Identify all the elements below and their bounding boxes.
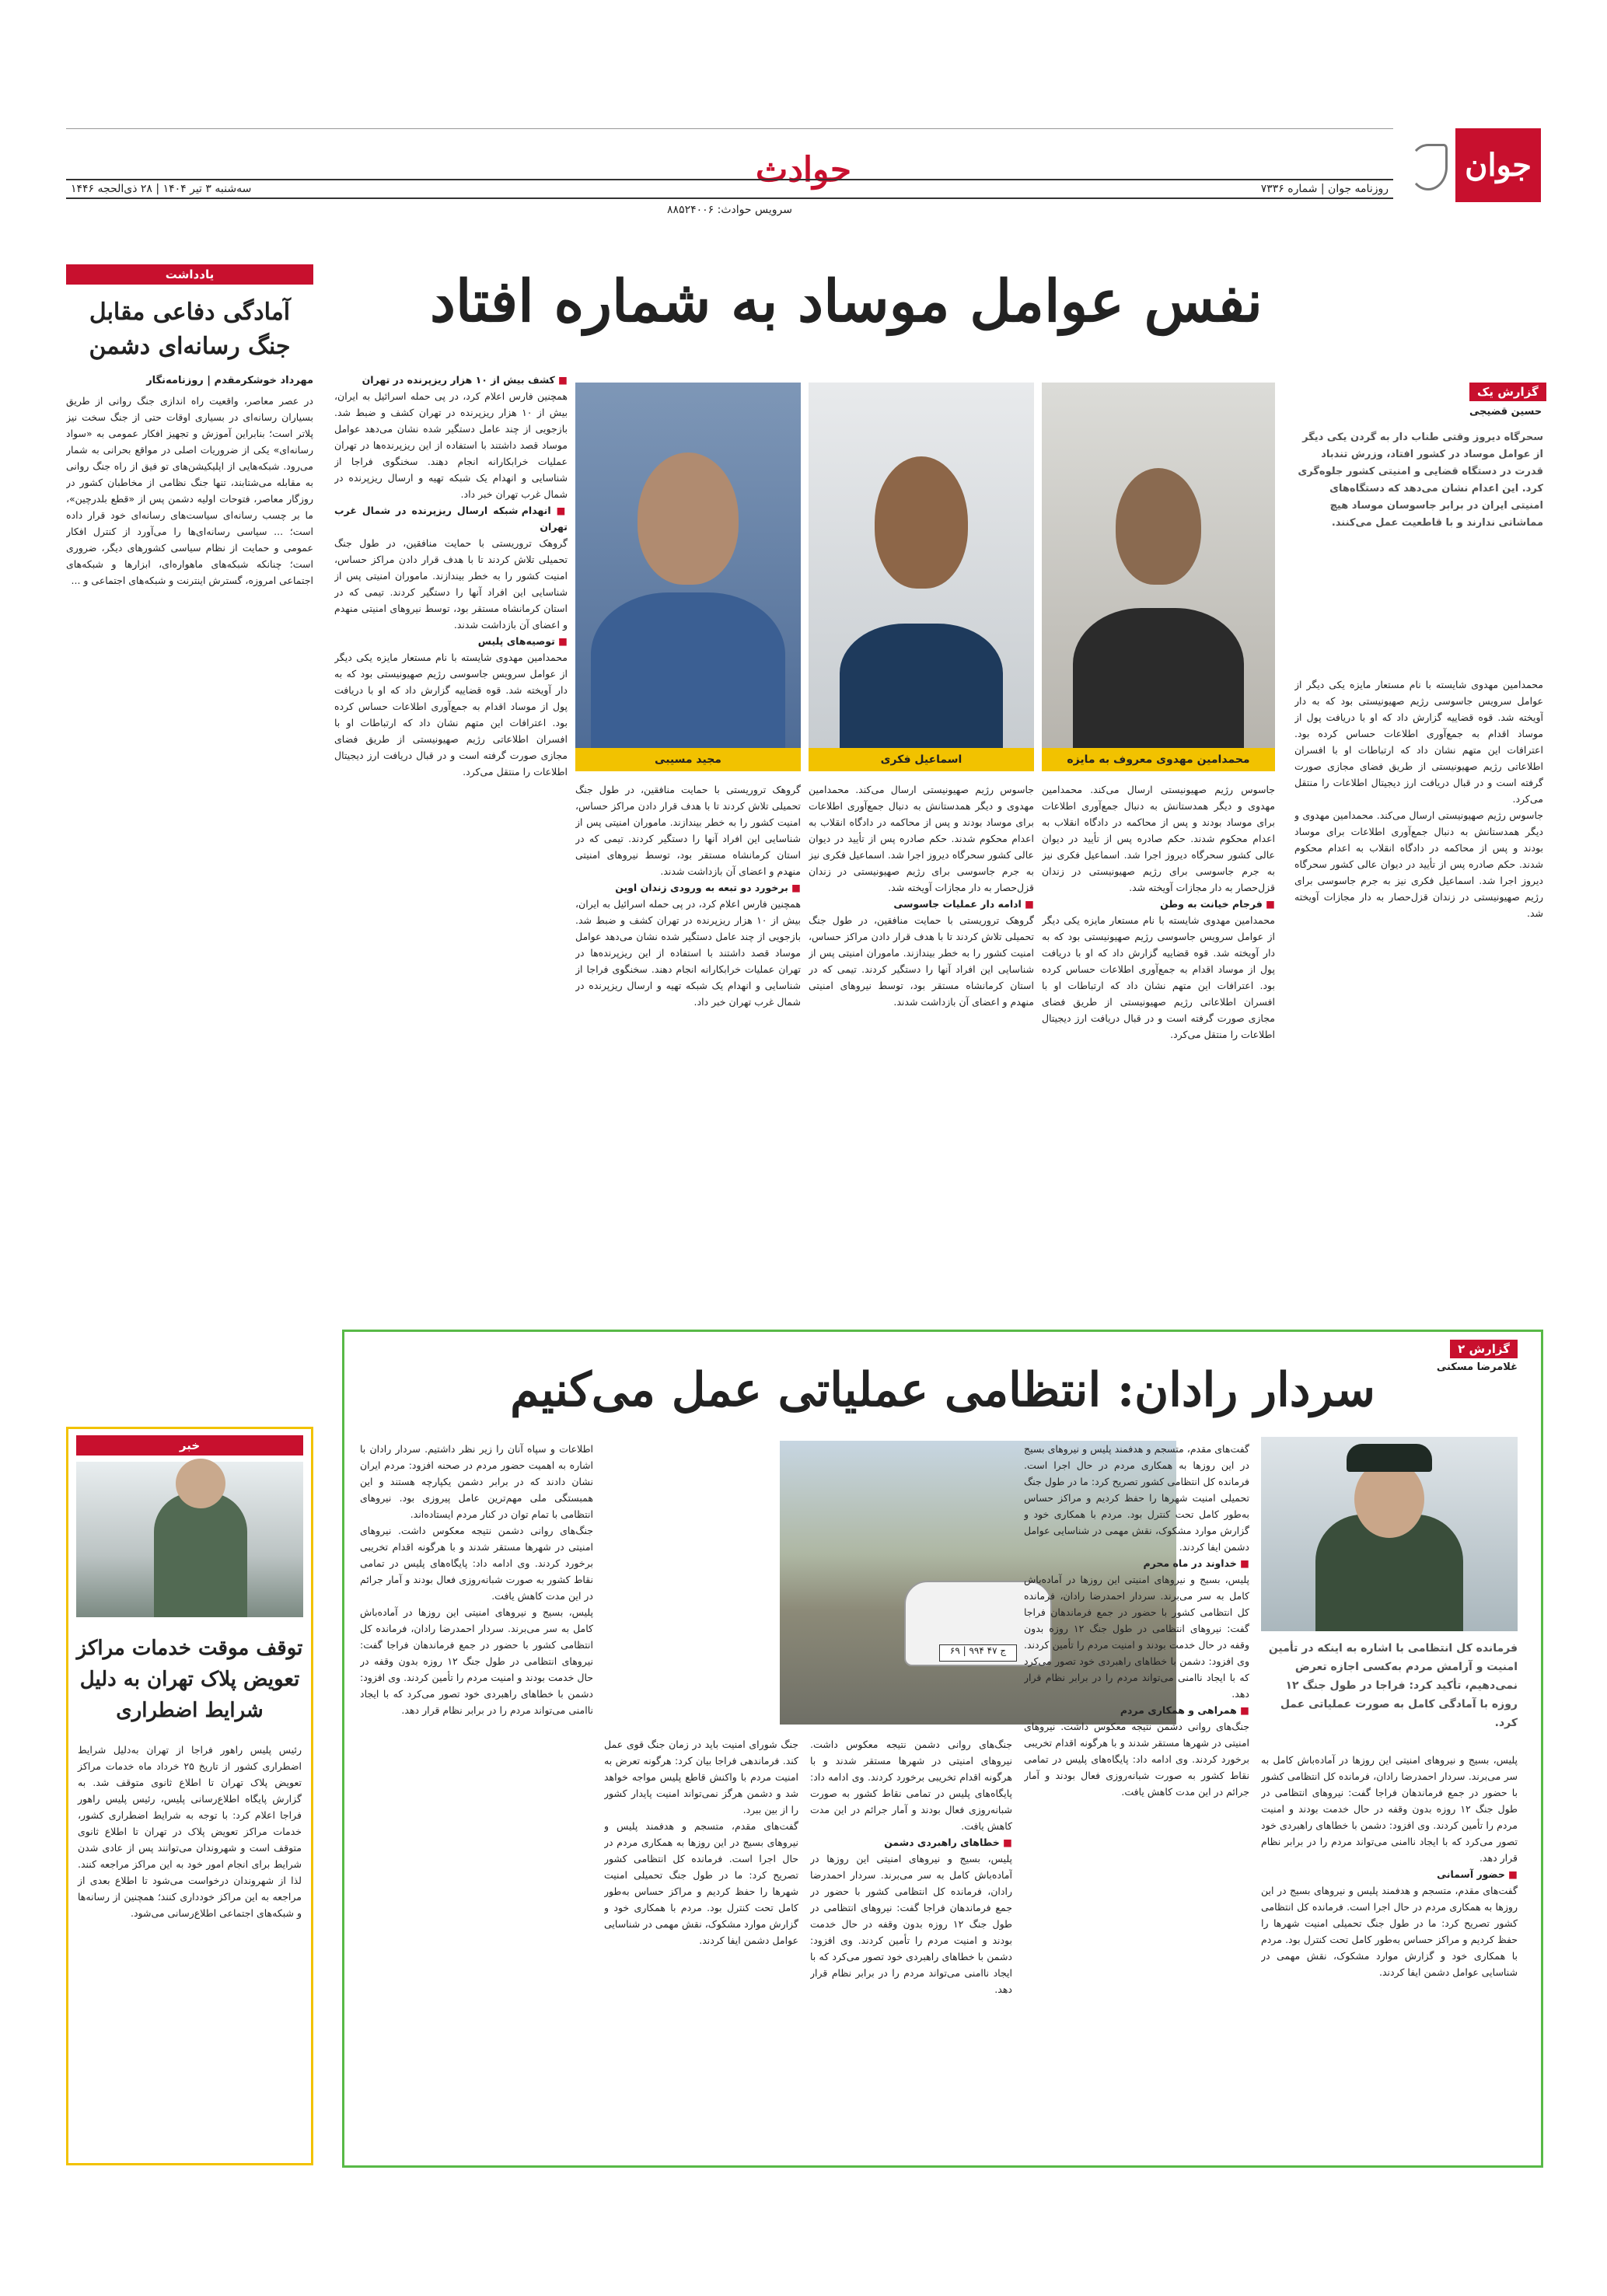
story2-sub-4: ■ خطاهای راهبردی دشمن [810,1834,1012,1850]
license-plate: ۶۹ | ۹۹۴ ج ۴۷ [939,1644,1017,1662]
story1-col-5 [1294,676,1543,1301]
story2-col-2-text: گفت‌های مقدم، متسجم و هدفمند پلیس و نیروهای بسیج در این روزها به همکاری مردم در حال اجرا است. فرمانده کل انتظامی کشور تصریح کرد: ما در طول جنگ تحمیلی امنیت شهرها را حفظ کردیم و مراکز حساس به‌طور کامل تحت کنترل بود. مردم با همکاری خود و گزارش موارد مشکوک، نقش مهمی در شناسایی عوامل دشمن ایفا کردند. [1024,1443,1249,1553]
caption-fekri: اسماعیل فکری [809,748,1034,771]
top-rule [66,128,1393,129]
opinion-byline: مهرداد خوشکرمقدم | روزنامه‌نگار [146,375,313,386]
opinion-title: آمادگی دفاعی مقابل جنگ رسانه‌ای دشمن [89,299,291,360]
story2-col-3 [810,1736,1012,2152]
photo-fekri [809,383,1034,748]
story1-col-2-text-b: همچنین فارس اعلام کرد، در پی حمله اسرائیل به ایران، بیش از ۱۰ هزار ریزپرنده در تهران کشف و ضبط شد. بازجویی از چند عامل دستگیر شده نشان می‌دهد عوامل موساد قصد داشتند با استفاده از این ریزپرنده‌ها در تهران عملیات خرابکارانه انجام دهند. سخنگوی فراجا از شناسایی و انهدام یک شبکه تهیه و ارسال ریزپرنده در شمال غرب تهران خبر داد. [575,898,801,1008]
service-line: سرویس حوادث: ۸۸۵۲۴۰۰۶ [667,204,792,216]
caption-mahdavi: محمدامین مهدوی معروف به مایزه [1042,748,1275,771]
news-body: رئیس پلیس راهور فراجا از تهران به‌دلیل شرایط اضطراری کشور از تاریخ ۲۵ خرداد ماه خدمات مراکز تعویض پلاک تهران تا اطلاع ثانوی متوقف شد. به گزارش پایگاه اطلاع‌رسانی پلیس، رئیس پلیس راهور فراجا اعلام کرد: با توجه به شرایط اضطراری کشور، خدمات مراکز تعویض پلاک در تهران تا اطلاع ثانوی متوقف است و شهروندان می‌توانند پس از عادی شدن شرایط برای انجام امور خود به این مراکز مراجعه کنند. لذا از شهروندان درخواست می‌شود تا اطلاع بعدی از مراجعه به این مراکز خودداری کنند؛ همچنین از رسانه‌ها و شبکه‌های اجتماعی اطلاع‌رسانی می‌شود. [78,1744,302,1919]
opinion-column [66,264,313,1466]
story2-col-5-text-b: جنگ‌های روانی دشمن نتیجه معکوس داشت. نیروهای امنیتی در شهرها مستقر شدند و با هرگونه اقدام تخریبی برخورد کردند. وی ادامه داد: پایگاه‌های پلیس در تمامی نقاط کشور به صورت شبانه‌روزی فعال بودند و آمار جرائم در این مدت کاهش یافت. [360,1525,593,1602]
caption-mosayebi: مجید مسیبی [575,748,801,771]
story1-sub-5: ■ برخورد دو تبعه به ورودی زندان اوین [575,879,801,896]
story1-col-1 [334,372,568,1301]
story2-col-2 [1024,1441,1249,2152]
story1-col-5-text: محمدامین مهدوی شایسته با نام مستعار مایزه یکی دیگر از عوامل سرویس جاسوسی رژیم صهیونیستی بود که به دار آویخته شد. قوه قضاییه گزارش داد که او با دریافت پول از موساد اقدام به جمع‌آوری اطلاعات حساس کرده بود. اعترافات این متهم نشان داد که ارتباطات او با افسران اطلاعاتی رژیم صهیونیستی از طریق فضای مجازی صورت گرفته است و در قبال دریافت ارز دیجیتال اطلاعات را منتقل می‌کرد. [1294,679,1543,805]
issue-info: روزنامه جوان | شماره ۷۳۳۶ [1260,183,1389,195]
story1-col-2-text: گروهک تروریستی با حمایت منافقین، در طول جنگ تحمیلی تلاش کردند تا با هدف قرار دادن مراکز حساس، امنیت کشور را به خطر بیندازند. ماموران امنیتی پس از شناسایی این افراد آنها را دستگیر کردند. تیمی که در استان کرمانشاه مستقر بود، توسط نیروهای امنیتی منهدم و اعضای آن بازداشت شدند. [575,784,801,877]
masthead [66,128,1541,216]
main-headline: نفس عوامل موساد به شماره افتاد [429,268,1263,335]
radan-cap [1347,1444,1432,1472]
story2-col-1-text-b: گفت‌های مقدم، متسجم و هدفمند پلیس و نیروهای بسیج در این روزها به همکاری مردم در حال اجرا است. فرمانده کل انتظامی کشور تصریح کرد: ما در طول جنگ تحمیلی امنیت شهرها را حفظ کردیم و مراکز حساس به‌طور کامل تحت کنترل بود. مردم با همکاری خود و گزارش موارد مشکوک، نقش مهمی در شناسایی عوامل دشمن ایفا کردند. [1261,1885,1518,1978]
story1-col-4-text-b: محمدامین مهدوی شایسته با نام مستعار مایزه یکی دیگر از عوامل سرویس جاسوسی رژیم صهیونیستی بود که به دار آویخته شد. قوه قضاییه گزارش داد که او با دریافت پول از موساد اقدام به جمع‌آوری اطلاعات حساس کرده بود. اعترافات این متهم نشان داد که ارتباطات او با افسران اطلاعاتی رژیم صهیونیستی از طریق فضای مجازی صورت گرفته است و در قبال دریافت ارز دیجیتال اطلاعات را منتقل می‌کرد. [1042,914,1275,1040]
news-photo-figure [154,1493,247,1617]
story2-col-4 [604,1736,798,2152]
story2-quote: فرمانده کل انتظامی با اشاره به اینکه در تأمین امنیت و آرامش مردم به‌کسی اجازه تعرض نمی‌دهیم، تأکید کرد: فراجا در طول جنگ ۱۲ روزه با آمادگی کامل به صورت عملیاتی عمل کرد. [1268,1642,1518,1729]
story2-col-1 [1261,1752,1518,2152]
photo-mosayebi [575,383,801,748]
news-title: توقف موقت خدمات مراکز تعویض پلاک تهران به دلیل شرایط اضطراری [76,1637,303,1722]
story2-col-5-text-c: پلیس، بسیج و نیروهای امنیتی این روزها در آماده‌باش کامل به سر می‌برند. سردار احمدرضا رادان، فرمانده کل انتظامی کشور با حضور در جمع فرماندهان فراجا گفت: نیروهای انتظامی در طول جنگ ۱۲ روزه بدون وقفه در حال خدمت بودند و امنیت مردم را تأمین کردند. وی افزود: دشمن با خطاهای راهبردی خود تصور می‌کرد که با ایجاد ناامنی می‌تواند مردم را در برابر نظام قرار دهد. [360,1606,593,1716]
story2-col-5 [360,1441,593,2152]
news-photo-face [176,1459,225,1508]
story2-author: غلامرضا مسکنی [1436,1361,1518,1373]
story1-col-3-text-b: گروهک تروریستی با حمایت منافقین، در طول جنگ تحمیلی تلاش کردند تا با هدف قرار دادن مراکز حساس، امنیت کشور را به خطر بیندازند. ماموران امنیتی پس از شناسایی این افراد آنها را دستگیر کردند. تیمی که در استان کرمانشاه مستقر بود، توسط نیروهای امنیتی منهدم و اعضای آن بازداشت شدند. [809,914,1034,1008]
story2-frame [342,1330,1543,2168]
story1-col-3 [809,781,1034,1301]
issue-date: سه‌شنبه ۳ تیر ۱۴۰۴ | ۲۸ ذی‌الحجه ۱۴۴۶ [71,183,252,195]
story1-report-tag: گزارش یک [1469,383,1546,401]
story2-col-4-text-b: گفت‌های مقدم، متسجم و هدفمند پلیس و نیروهای بسیج در این روزها به همکاری مردم در حال اجرا است. فرمانده کل انتظامی کشور تصریح کرد: ما در طول جنگ تحمیلی امنیت شهرها را حفظ کردیم و مراکز حساس به‌طور کامل تحت کنترل بود. مردم با همکاری خود و گزارش موارد مشکوک، نقش مهمی در شناسایی عوامل دشمن ایفا کردند. [604,1820,798,1946]
story1-col-2 [575,781,801,1301]
news-box [66,1427,313,2165]
story2-col-3-text-b: پلیس، بسیج و نیروهای امنیتی این روزها در آماده‌باش کامل به سر می‌برند. سردار احمدرضا رادان، فرمانده کل انتظامی کشور با حضور در جمع فرماندهان فراجا گفت: نیروهای انتظامی در طول جنگ ۱۲ روزه بدون وقفه در حال خدمت بودند و امنیت مردم را تأمین کردند. وی افزود: دشمن با خطاهای راهبردی خود تصور می‌کرد که با ایجاد ناامنی می‌تواند مردم را در برابر نظام قرار دهد. [810,1853,1012,1995]
story2-col-3-text: جنگ‌های روانی دشمن نتیجه معکوس داشت. نیروهای امنیتی در شهرها مستقر شدند و با هرگونه اقدام تخریبی برخورد کردند. وی ادامه داد: پایگاه‌های پلیس در تمامی نقاط کشور به صورت شبانه‌روزی فعال بودند و آمار جرائم در این مدت کاهش یافت. [810,1739,1012,1832]
story2-sub-1: ■ حضور آسمانی [1261,1866,1518,1882]
story1-sub-2: ■ انهدام شبکه ارسال ریزپرنده در شمال غرب تهران [334,502,568,535]
jawan-logo: جوان [1455,128,1541,202]
news-photo [76,1462,303,1617]
story2-sub-2: ■ خداوند در ماه محرم [1024,1555,1249,1571]
story1-col-1-text: همچنین فارس اعلام کرد، در پی حمله اسرائیل به ایران، بیش از ۱۰ هزار ریزپرنده در تهران کشف و ضبط شد. بازجویی از چند عامل دستگیر شده نشان می‌دهد عوامل موساد قصد داشتند با استفاده از این ریزپرنده‌ها در تهران عملیات خرابکارانه انجام دهند. سخنگوی فراجا از شناسایی و انهدام یک شبکه تهیه و ارسال ریزپرنده در شمال غرب تهران خبر داد. [334,390,568,500]
story1-author: حسین قضیجی [1469,406,1542,418]
story1-sub-3: ■ توصیه‌های پلیس [334,633,568,649]
story2-col-4-text: جنگ شورای امنیت باید در زمان جنگ قوی عمل کند. فرماندهی فراجا بیان کرد: هرگونه تعرض به امنیت مردم با واکنش قاطع پلیس مواجه خواهد شد و دشمن هرگز نمی‌تواند امنیت پایدار کشور را از بین ببرد. [604,1739,798,1815]
story1-sub-4: ■ فرجام خیانت به وطن [1042,896,1275,912]
story1-col-1-text-c: محمدامین مهدوی شایسته با نام مستعار مایزه یکی دیگر از عوامل سرویس جاسوسی رژیم صهیونیستی بود که به دار آویخته شد. قوه قضاییه گزارش داد که او با دریافت پول از موساد اقدام به جمع‌آوری اطلاعات حساس کرده بود. اعترافات این متهم نشان داد که ارتباطات او با افسران اطلاعاتی رژیم صهیونیستی از طریق فضای مجازی صورت گرفته است و در قبال دریافت ارز دیجیتال اطلاعات را منتقل می‌کرد. [334,652,568,778]
story1-col-5-text-b: جاسوس رژیم صهیونیستی ارسال می‌کند. محمدامین مهدوی و دیگر همدستانش به دنبال جمع‌آوری اطلاعات برای موساد بودند و پس از محاکمه در دادگاه انقلاب به اعدام محکوم شدند. حکم صادره پس از تأیید در دیوان عالی کشور سحرگاه دیروز اجرا شد. اسماعیل فکری نیز به جرم جاسوسی برای رژیم صهیونیستی در زندان قزل‌حصار به دار مجازات آویخته شد. [1294,809,1543,919]
radan-photo [1261,1437,1518,1631]
opinion-tag: یادداشت [66,264,313,285]
story1-sub-1: ■ کشف بیش از ۱۰ هزار ریزپرنده در تهران [334,372,568,388]
story2-report-tag: گزارش ۲ [1450,1340,1518,1358]
story2-col-2-text-b: پلیس، بسیج و نیروهای امنیتی این روزها در آماده‌باش کامل به سر می‌برند. سردار احمدرضا رادان، فرمانده کل انتظامی کشور با حضور در جمع فرماندهان فراجا گفت: نیروهای انتظامی در طول جنگ ۱۲ روزه بدون وقفه در حال خدمت بودند و امنیت مردم را تأمین کردند. وی افزود: دشمن با خطاهای راهبردی خود تصور می‌کرد که با ایجاد ناامنی می‌تواند مردم را در برابر نظام قرار دهد. [1024,1574,1249,1700]
story2-col-2-text-c: جنگ‌های روانی دشمن نتیجه معکوس داشت. نیروهای امنیتی در شهرها مستقر شدند و با هرگونه اقدام تخریبی برخورد کردند. وی ادامه داد: پایگاه‌های پلیس در تمامی نقاط کشور به صورت شبانه‌روزی فعال بودند و آمار جرائم در این مدت کاهش یافت. [1024,1721,1249,1798]
story1-col-4-text: جاسوس رژیم صهیونیستی ارسال می‌کند. محمدامین مهدوی و دیگر همدستانش به دنبال جمع‌آوری اطلاعات برای موساد بودند و پس از محاکمه در دادگاه انقلاب به اعدام محکوم شدند. حکم صادره پس از تأیید در دیوان عالی کشور سحرگاه دیروز اجرا شد. اسماعیل فکری نیز به جرم جاسوسی برای رژیم صهیونیستی در زندان قزل‌حصار به دار مجازات آویخته شد. [1042,784,1275,893]
section-name: حوادث [755,150,852,190]
swirl-logo-icon [1409,144,1448,190]
radan-face [1354,1460,1424,1538]
story1-lead: سحرگاه دیروز وقتی طناب دار به گردن یکی دیگر از عوامل موساد در کشور افتاد، وزرش تندباد قدرت در دستگاه قضایی و امنیتی کشور جلوه‌گری کرد. این اعدام نشان می‌دهد که دستگاه‌های امنیتی ایران در برابر جاسوسان موساد هیچ مماشاتی ندارند و با قاطعیت عمل می‌کنند. [1298,432,1543,529]
story1-sub-6: ■ ادامه دار عملیات جاسوسی [809,896,1034,912]
story1-col-4 [1042,781,1275,1301]
opinion-body: در عصر معاصر، واقعیت راه اندازی جنگ روانی از طریق بسیاران رسانه‌ای در بسیاری اوقات حتی از جنگ سخت نیز پلاتر است؛ بنابراین آموزش و تجهیز افکار عمومی به «سواد رسانه‌ای» یکی از ضروریات اصلی در مواقع بحرانی به شمار می‌رود. شبکه‌هایی از اپلیکیشن‌های تو فیق از راه جنگ روانی به مقابله می‌شتابند، تنها جنگ نظامی از مخاطبان کشور در روزگار معاصر، فتوحات اولیه دشمن پس از «قطع بلدرچین»، ما بر چسب رسانه‌ای سیاست‌های رسانه‌ای خود قرار داده است؛ ... سیاسی رسانه‌ای‌ها را می‌آورد از کنترل افکار عمومی و حمایت از نظام سیاسی کشورهای دیگر، ضروری است؛ چنانکه شبکه‌های ماهواره‌ای، ابزارها و شبکه‌های اجتماعی امروزه، گسترش اینترنت و شبکه‌های اجتماعی و ... [66,395,313,586]
story2-col-1-text: پلیس، بسیج و نیروهای امنیتی این روزها در آماده‌باش کامل به سر می‌برند. سردار احمدرضا رادان، فرمانده کل انتظامی کشور با حضور در جمع فرماندهان فراجا گفت: نیروهای انتظامی در طول جنگ ۱۲ روزه بدون وقفه در حال خدمت بودند و امنیت مردم را تأمین کردند. وی افزود: دشمن با خطاهای راهبردی خود تصور می‌کرد که با ایجاد ناامنی می‌تواند مردم را در برابر نظام قرار دهد. [1261,1754,1518,1864]
story2-col-5-text: اطلاعات و سپاه آنان را زیر نظر داشتیم. سردار رادان با اشاره به اهمیت حضور مردم در صحنه افزود: مردم ایران نشان دادند که در برابر دشمن یکپارچه هستند و این همبستگی ملی مهم‌ترین عامل پیروزی بود. نیروهای انتظامی با تمام توان در کنار مردم ایستاده‌اند. [360,1443,593,1520]
story2-headline: سردار رادان: انتظامی عملیاتی عمل می‌کنیم [510,1363,1375,1417]
issue-bar [66,179,1393,216]
photo-mahdavi [1042,383,1275,748]
story2-sub-3: ■ همراهی و همکاری مردم [1024,1702,1249,1718]
news-tag: خبر [76,1435,303,1456]
story1-col-3-text: جاسوس رژیم صهیونیستی ارسال می‌کند. محمدامین مهدوی و دیگر همدستانش به دنبال جمع‌آوری اطلاعات برای موساد بودند و پس از محاکمه در دادگاه انقلاب به اعدام محکوم شدند. حکم صادره پس از تأیید در دیوان عالی کشور سحرگاه دیروز اجرا شد. اسماعیل فکری نیز به جرم جاسوسی برای رژیم صهیونیستی در زندان قزل‌حصار به دار مجازات آویخته شد. [809,784,1034,893]
story1-col-1-text-b: گروهک تروریستی با حمایت منافقین، در طول جنگ تحمیلی تلاش کردند تا با هدف قرار دادن مراکز حساس، امنیت کشور را به خطر بیندازند. ماموران امنیتی پس از شناسایی این افراد آنها را دستگیر کردند. تیمی که در استان کرمانشاه مستقر بود، توسط نیروهای امنیتی منهدم و اعضای آن بازداشت شدند. [334,537,568,631]
